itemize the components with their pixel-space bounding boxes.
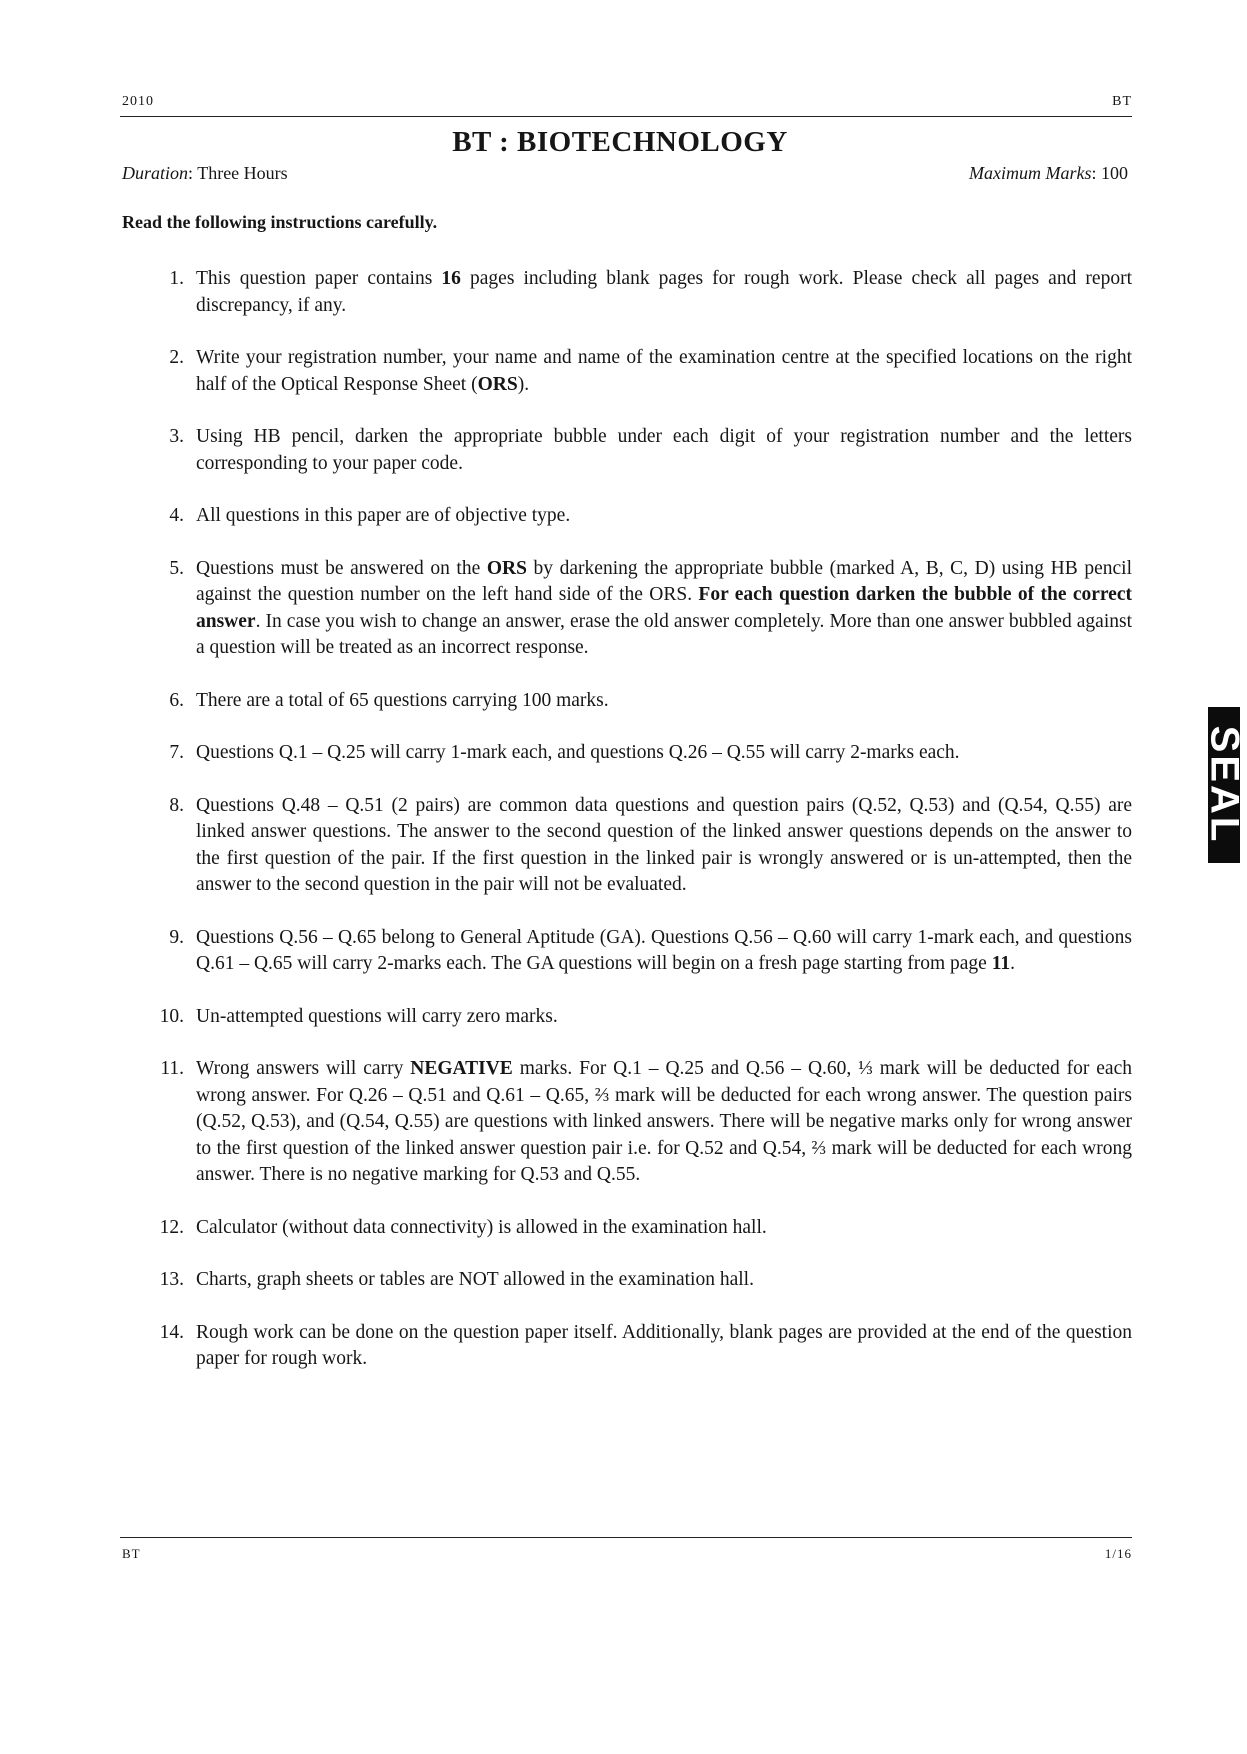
instruction-text-bold: For each question darken the bubble of the correct answer [196, 584, 1132, 632]
seal-tab [1202, 707, 1247, 863]
instruction-text-part: pages including blank pages for rough work. Please check all pages and report discrepancy, if any. [196, 268, 1132, 316]
instruction-text [196, 742, 960, 763]
instruction-item [148, 740, 1132, 767]
instruction-number: 1. [169, 268, 184, 289]
instruction-item [148, 1056, 1132, 1189]
header-year: 2010 [122, 94, 154, 109]
duration [122, 163, 288, 184]
instruction-text-part: Wrong answers will carry [196, 1058, 411, 1079]
instruction-item [148, 793, 1132, 899]
paper-title: BT : BIOTECHNOLOGY [452, 126, 788, 158]
instruction-text [196, 1217, 767, 1238]
maximum-marks [969, 163, 1128, 184]
instruction-text-part: by darkening the appropriate bubble (marked A, B, C, D) using HB pencil against the question number on the left hand side of the ORS. [196, 557, 1132, 605]
instruction-item [148, 1004, 1132, 1031]
instruction-text-part: . [1010, 953, 1016, 974]
instruction-number: 9. [169, 926, 184, 948]
instruction-text [196, 1058, 1132, 1185]
instruction-text-part: There are a total of 65 questions carrying 100 marks. [196, 689, 609, 711]
instruction-text [196, 426, 1132, 474]
instruction-number: 6. [169, 689, 184, 711]
instruction-text-bold: 16 [441, 268, 461, 289]
instruction-number: 10. [159, 1005, 184, 1027]
instruction-number: 8. [169, 794, 184, 816]
instruction-number: 4. [169, 505, 184, 526]
instruction-text-part: Un-attempted questions will carry zero marks. [196, 1005, 558, 1027]
instruction-text-part: All questions in this paper are of objective type. [196, 505, 571, 526]
instruction-text [196, 1269, 754, 1290]
instruction-text-part: Using HB pencil, darken the appropriate bubble under each digit of your registration number and the letters corresponding to your paper code. [196, 426, 1132, 474]
instruction-number: 11. [160, 1058, 184, 1079]
footer-divider [120, 1537, 1132, 1538]
instruction-item [148, 1215, 1132, 1242]
instruction-text [196, 347, 1132, 395]
maximum-marks-label: Maximum Marks [969, 163, 1092, 183]
instruction-text-part: Calculator (without data connectivity) is allowed in the examination hall. [196, 1216, 767, 1238]
instruction-text-part: Questions Q.1 – Q.25 will carry 1-mark each, and questions Q.26 – Q.55 will carry 2-marks each. [196, 742, 960, 763]
duration-colon: : [188, 163, 198, 183]
instruction-text-part: Questions Q.56 – Q.65 belong to General Aptitude (GA). Questions Q.56 – Q.60 will carry 1-mark each, and questions Q.61 – Q.65 will carry 2-marks each. The GA questions will begin on a fresh page starting from page [196, 926, 1132, 974]
instruction-text [196, 1322, 1132, 1370]
duration-value: Three Hours [197, 163, 288, 183]
instruction-text [196, 795, 1132, 896]
instruction-item [148, 1320, 1132, 1373]
instruction-number: 7. [169, 742, 184, 763]
instruction-item [148, 925, 1132, 978]
instruction-text [196, 505, 570, 526]
instruction-number: 14. [159, 1321, 184, 1343]
instruction-number: 3. [169, 426, 184, 447]
instruction-number: 13. [159, 1269, 184, 1290]
instruction-text-part: Write your registration number, your name and name of the examination centre at the specified locations on the right half of the Optical Response Sheet ( [196, 347, 1132, 395]
footer-paper-code: BT [122, 1546, 141, 1561]
instruction-text-part: Charts, graph sheets or tables are NOT allowed in the examination hall. [196, 1269, 754, 1290]
seal-label: SEAL [1202, 725, 1247, 845]
instruction-number: 2. [169, 347, 184, 368]
header-divider [120, 116, 1132, 117]
instruction-number: 12. [159, 1216, 184, 1238]
instruction-text [196, 690, 609, 711]
instruction-text-part: marks. For Q.1 – Q.25 and Q.56 – Q.60, ⅓ mark will be deducted for each wrong answer. For Q.26 – Q.51 and Q.61 – Q.65, ⅔ mark will be deducted for each wrong answer. The question pairs (Q.52, Q.53), and (Q.54, Q.55) are questions with linked answers. There will be negative marks only for wrong answer to the first question of the linked answer question pair i.e. for Q.52 and Q.54, ⅔ mark will be deducted for each wrong answer. There is no negative marking for Q.53 and Q.55. [196, 1058, 1132, 1185]
maximum-marks-value: 100 [1101, 163, 1128, 183]
instruction-text-part: ). [517, 373, 530, 395]
instruction-text [196, 927, 1132, 975]
instructions-list [148, 266, 1132, 1399]
instruction-text-part: . In case you wish to change an answer, erase the old answer completely. More than one answer bubbled against a question will be treated as an incorrect response. [196, 610, 1132, 658]
instruction-item [148, 556, 1132, 662]
instruction-text-part: Rough work can be done on the question paper itself. Additionally, blank pages are provided at the end of the question paper for rough work. [196, 1321, 1132, 1369]
instruction-item [148, 345, 1132, 398]
footer-page-number: 1/16 [1104, 1546, 1132, 1561]
maximum-marks-colon: : [1091, 163, 1101, 183]
instruction-text [196, 1006, 558, 1027]
instruction-item [148, 1267, 1132, 1294]
instruction-number: 5. [169, 557, 184, 579]
instruction-item [148, 688, 1132, 715]
instruction-text-bold: ORS [486, 557, 527, 579]
instruction-item [148, 503, 1132, 530]
instruction-text [196, 268, 1132, 316]
instruction-item [148, 424, 1132, 477]
instruction-text-part: Questions must be answered on the [196, 557, 487, 579]
instruction-text-bold: NEGATIVE [410, 1058, 513, 1079]
instruction-text-part: This question paper contains [196, 268, 442, 289]
instruction-item [148, 266, 1132, 319]
instruction-text-part: Questions Q.48 – Q.51 (2 pairs) are common data questions and question pairs (Q.52, Q.53) and (Q.54, Q.55) are linked answer questions. The answer to the second question of the linked answer questions depends on the answer to the first question of the pair. If the first question in the linked pair is wrongly answered or is un-attempted, then the answer to the second question in the pair will not be evaluated. [196, 794, 1132, 895]
instructions-heading: Read the following instructions carefully. [122, 212, 438, 232]
instruction-text-bold: ORS [477, 373, 518, 395]
instruction-text [196, 558, 1132, 659]
duration-label: Duration [122, 163, 189, 183]
header-paper-code: BT [1112, 94, 1132, 109]
instruction-text-bold: 11 [991, 953, 1011, 974]
